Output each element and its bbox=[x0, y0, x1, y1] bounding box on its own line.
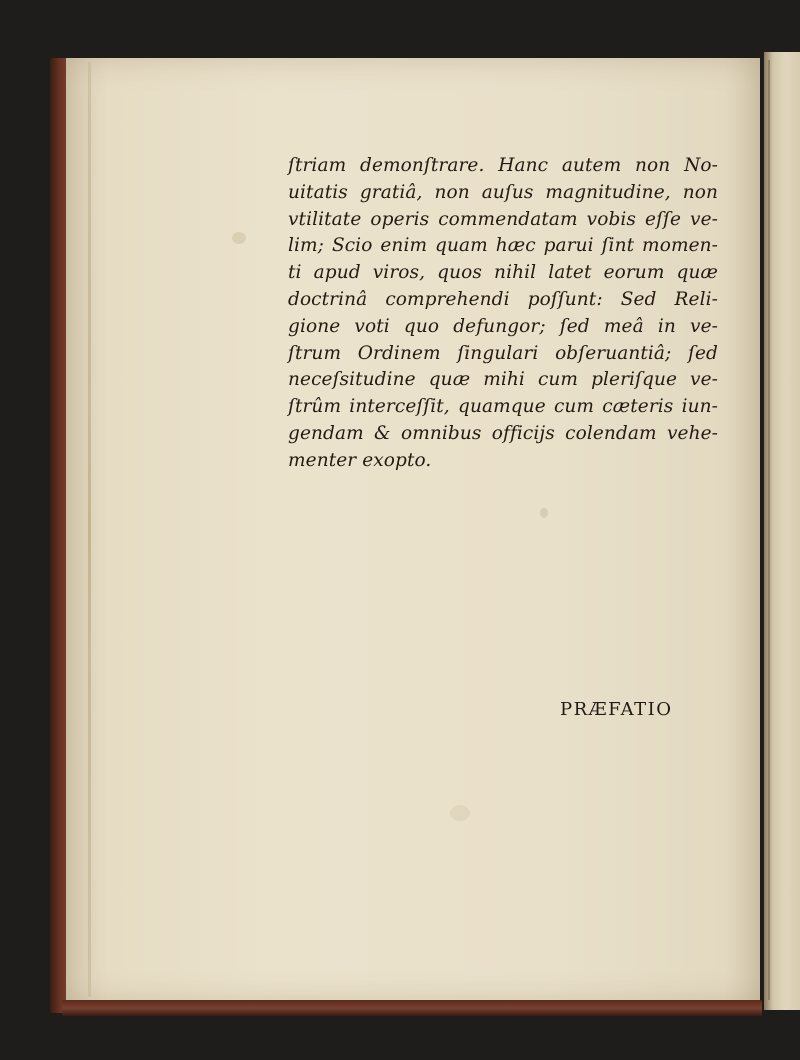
page-gutter bbox=[88, 62, 91, 997]
foxing-spot bbox=[232, 232, 246, 244]
text-line: uitatis gratiâ, non auſus magnitudine, non bbox=[288, 181, 718, 203]
text-line: vtilitate operis commendatam vobis eſſe ve- bbox=[288, 208, 718, 230]
text-line: neceſsitudine quæ mihi cum pleriſque ve- bbox=[288, 369, 718, 391]
text-line: menter exopto. bbox=[288, 449, 432, 471]
text-line: ſtrum Ordinem ſingulari obſeruantiâ; ſed bbox=[288, 342, 718, 364]
text-line: doctrinâ comprehendi poſſunt: Sed Reli- bbox=[288, 288, 718, 310]
catchword: PRÆFATIO bbox=[560, 699, 673, 720]
binding-bottom-edge bbox=[62, 1000, 762, 1016]
foxing-spot bbox=[540, 508, 548, 518]
text-line: ſtriam demonſtrare. Hanc autem non No- bbox=[288, 155, 718, 176]
text-line: gendam & omnibus officijs colendam vehe- bbox=[288, 422, 718, 444]
text-line: gione voti quo defungor; ſed meâ in ve- bbox=[288, 315, 718, 337]
text-line: ti apud viros, quos nihil latet eorum quæ bbox=[288, 262, 718, 284]
adjacent-page-shadow bbox=[768, 60, 770, 1000]
foxing-spot bbox=[450, 805, 470, 821]
text-line: lim; Scio enim quam hæc parui ſint momen- bbox=[288, 235, 718, 257]
latin-body-text bbox=[288, 153, 718, 475]
text-line: ſtrûm interceſſit, quamque cum cæteris iun- bbox=[288, 396, 718, 418]
